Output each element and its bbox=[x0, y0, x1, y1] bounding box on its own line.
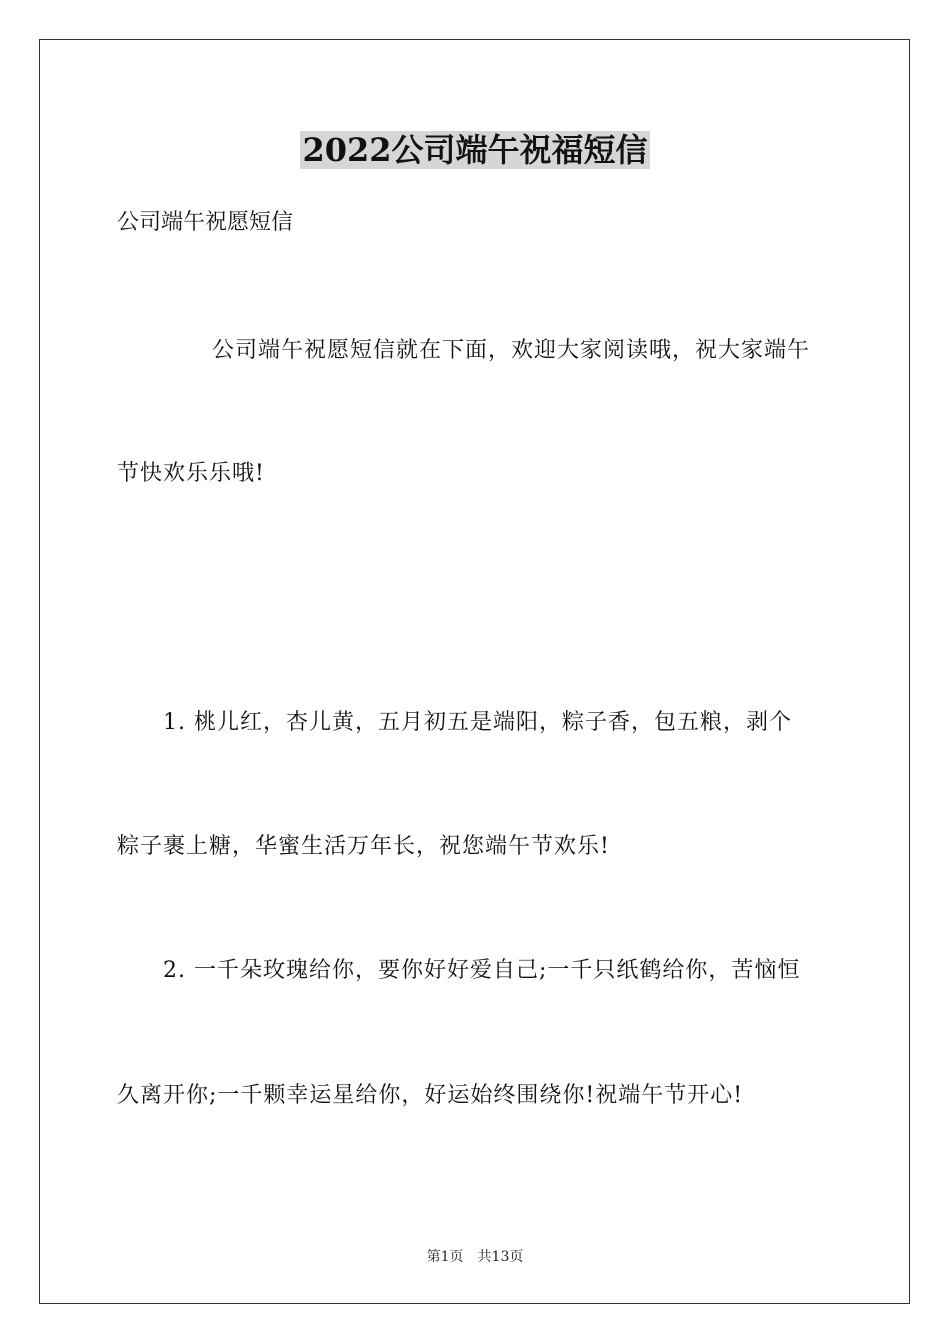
intro-paragraph-line-1: 公司端午祝愿短信就在下面，欢迎大家阅读哦，祝大家端午 bbox=[212, 338, 811, 363]
intro-paragraph-line-2: 节快欢乐乐哦! bbox=[117, 461, 265, 486]
list-item-1-line-2: 粽子裹上糖，华蜜生活万年长，祝您端午节欢乐! bbox=[117, 834, 610, 859]
list-item-1-line-1: 1. 桃儿红，杏儿黄，五月初五是端阳，粽子香，包五粮，剥个 bbox=[163, 710, 792, 735]
document-title bbox=[0, 128, 950, 172]
list-item-2-line-2: 久离开你;一千颗幸运星给你，好运始终围绕你!祝端午节开心! bbox=[117, 1083, 744, 1108]
page-footer: 第1页 共13页 bbox=[426, 1249, 524, 1265]
list-item-2-line-1: 2. 一千朵玫瑰给你，要你好好爱自己;一千只纸鹤给你，苦恼恒 bbox=[163, 958, 801, 983]
document-subtitle: 公司端午祝愿短信 bbox=[117, 210, 294, 235]
document-title-text: 2022公司端午祝福短信 bbox=[302, 131, 648, 169]
